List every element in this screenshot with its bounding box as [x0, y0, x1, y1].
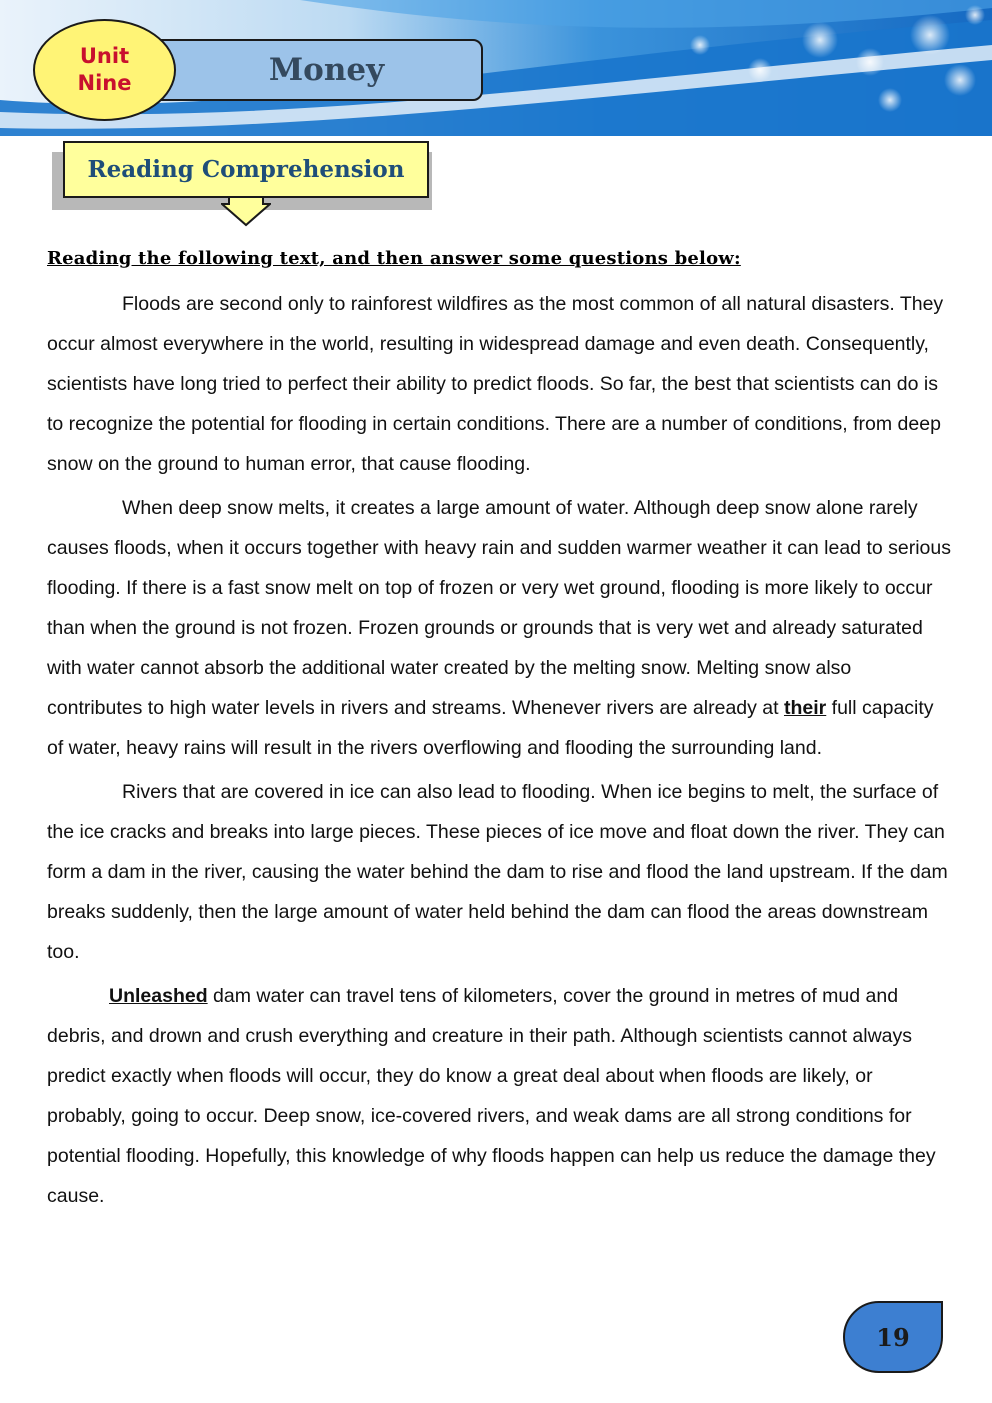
section-label: Reading Comprehension [63, 141, 429, 198]
paragraph-2-text-end: full capacity of water, heavy rains will result in the rivers overflowing and flooding the surrounding land. [47, 697, 934, 759]
instruction-heading: Reading the following text, and then answer some questions below: [47, 248, 741, 269]
passage-paragraph-4 [47, 976, 952, 1216]
unit-title: Money [140, 39, 483, 101]
down-arrow-icon [221, 197, 271, 227]
passage-paragraph-3: Rivers that are covered in ice can also lead to flooding. When ice begins to melt, the surface of the ice cracks and breaks into large pieces. These pieces of ice move and float down the river. They can form a dam in the river, causing the water behind the dam to rise and flood the land upstream. If the dam breaks suddenly, then the large amount of water held behind the dam can flood the areas downstream too. [47, 781, 948, 963]
paragraph-4-text: dam water can travel tens of kilometers, cover the ground in metres of mud and debris, and drown and crush everything and creature in their path. Although scientists cannot always predict exactly when floods will occur, they do know a great deal about when floods are likely, or probably, going to occur. Deep snow, ice-covered rivers, and weak dams are all strong conditions for potential flooding. Hopefully, this knowledge of why floods happen can help us reduce the damage they cause. [47, 985, 936, 1207]
unit-label: Unit [79, 44, 130, 68]
passage-paragraph-1: Floods are second only to rainforest wildfires as the most common of all natural disasters. They occur almost everywhere in the world, resulting in widespread damage and even death. Consequently, scientists have long tried to perfect their ability to predict floods. So far, the best that scientists can do is to recognize the potential for flooding in certain conditions. There are a number of conditions, from deep snow on the ground to human error, that cause flooding. [47, 293, 944, 475]
paragraph-2-text: When deep snow melts, it creates a large amount of water. Although deep snow alone rarely causes floods, when it occurs together with heavy rain and sudden warmer weather it can lead to serious flooding. If there is a fast snow melt on top of frozen or very wet ground, flooding is more likely to occur than when the ground is not frozen. Frozen grounds or grounds that is very wet and already saturated with water cannot absorb the additional water created by the melting snow. Melting snow also contributes to high water levels in rivers and streams. Whenever rivers are already at [47, 497, 951, 719]
passage-paragraph-2 [47, 488, 952, 768]
unit-badge [33, 19, 176, 121]
underlined-word-their: their [783, 697, 827, 719]
underlined-word-unleashed: Unleashed [109, 985, 208, 1007]
unit-number: Nine [77, 71, 132, 95]
page-number: 19 [843, 1301, 943, 1373]
